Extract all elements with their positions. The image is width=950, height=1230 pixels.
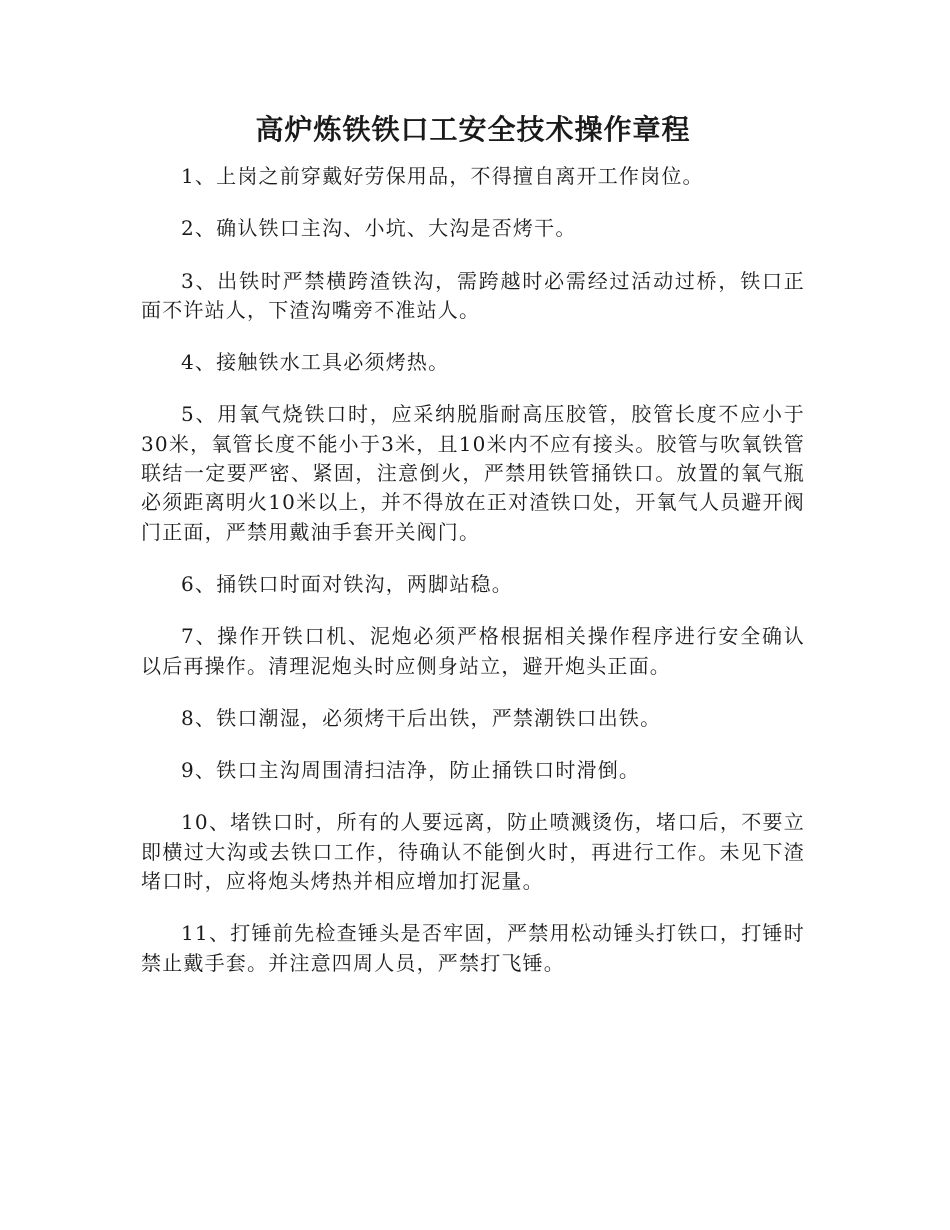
rule-paragraph-2: 2、确认铁口主沟、小坑、大沟是否烤干。 (181, 216, 577, 241)
rule-paragraph-1: 1、上岗之前穿戴好劳保用品，不得擅自离开工作岗位。 (181, 164, 704, 188)
rule-paragraph-7: 7、操作开铁口机、泥炮必须严格根据相关操作程序进行安全确认以后再操作。清理泥炮头时应侧身站立，避开炮头正面。 (141, 624, 805, 678)
rule-paragraph-3: 3、出铁时严禁横跨渣铁沟，需跨越时必需经过活动过桥，铁口正面不许站人，下渣沟嘴旁不准站人。 (141, 268, 805, 322)
rule-paragraph-8: 8、铁口潮湿，必须烤干后出铁，严禁潮铁口出铁。 (181, 705, 662, 730)
rule-paragraph-5: 5、用氧气烧铁口时，应采纳脱脂耐高压胶管，胶管长度不应小于30米，氧管长度不能小于3米，且10米内不应有接头。胶管与吹氧铁管联结一定要严密、紧固，注意倒火，严禁用铁管捅铁口。放置的氧气瓶必须距离明火10米以上，并不得放在正对渣铁口处，开氧气人员避开阀门正面，严禁用戴油手套开关阀门。 (141, 402, 805, 544)
rule-paragraph-10: 10、堵铁口时，所有的人要远离，防止喷溅烫伤，堵口后，不要立即横过大沟或去铁口工作，待确认不能倒火时，再进行工作。未见下渣堵口时，应将炮头烤热并相应增加打泥量。 (141, 810, 805, 894)
rule-paragraph-11: 11、打锤前先检查锤头是否牢固，严禁用松动锤头打铁口，打锤时禁止戴手套。并注意四周人员，严禁打飞锤。 (141, 921, 805, 975)
rule-paragraph-6: 6、捅铁口时面对铁沟，两脚站稳。 (181, 571, 513, 596)
rule-paragraph-9: 9、铁口主沟周围清扫洁净，防止捅铁口时滑倒。 (181, 758, 641, 783)
document-title: 高炉炼铁铁口工安全技术操作章程 (255, 113, 691, 146)
document-page (141, 108, 805, 1001)
rule-paragraph-4: 4、接触铁水工具必须烤热。 (181, 350, 450, 375)
